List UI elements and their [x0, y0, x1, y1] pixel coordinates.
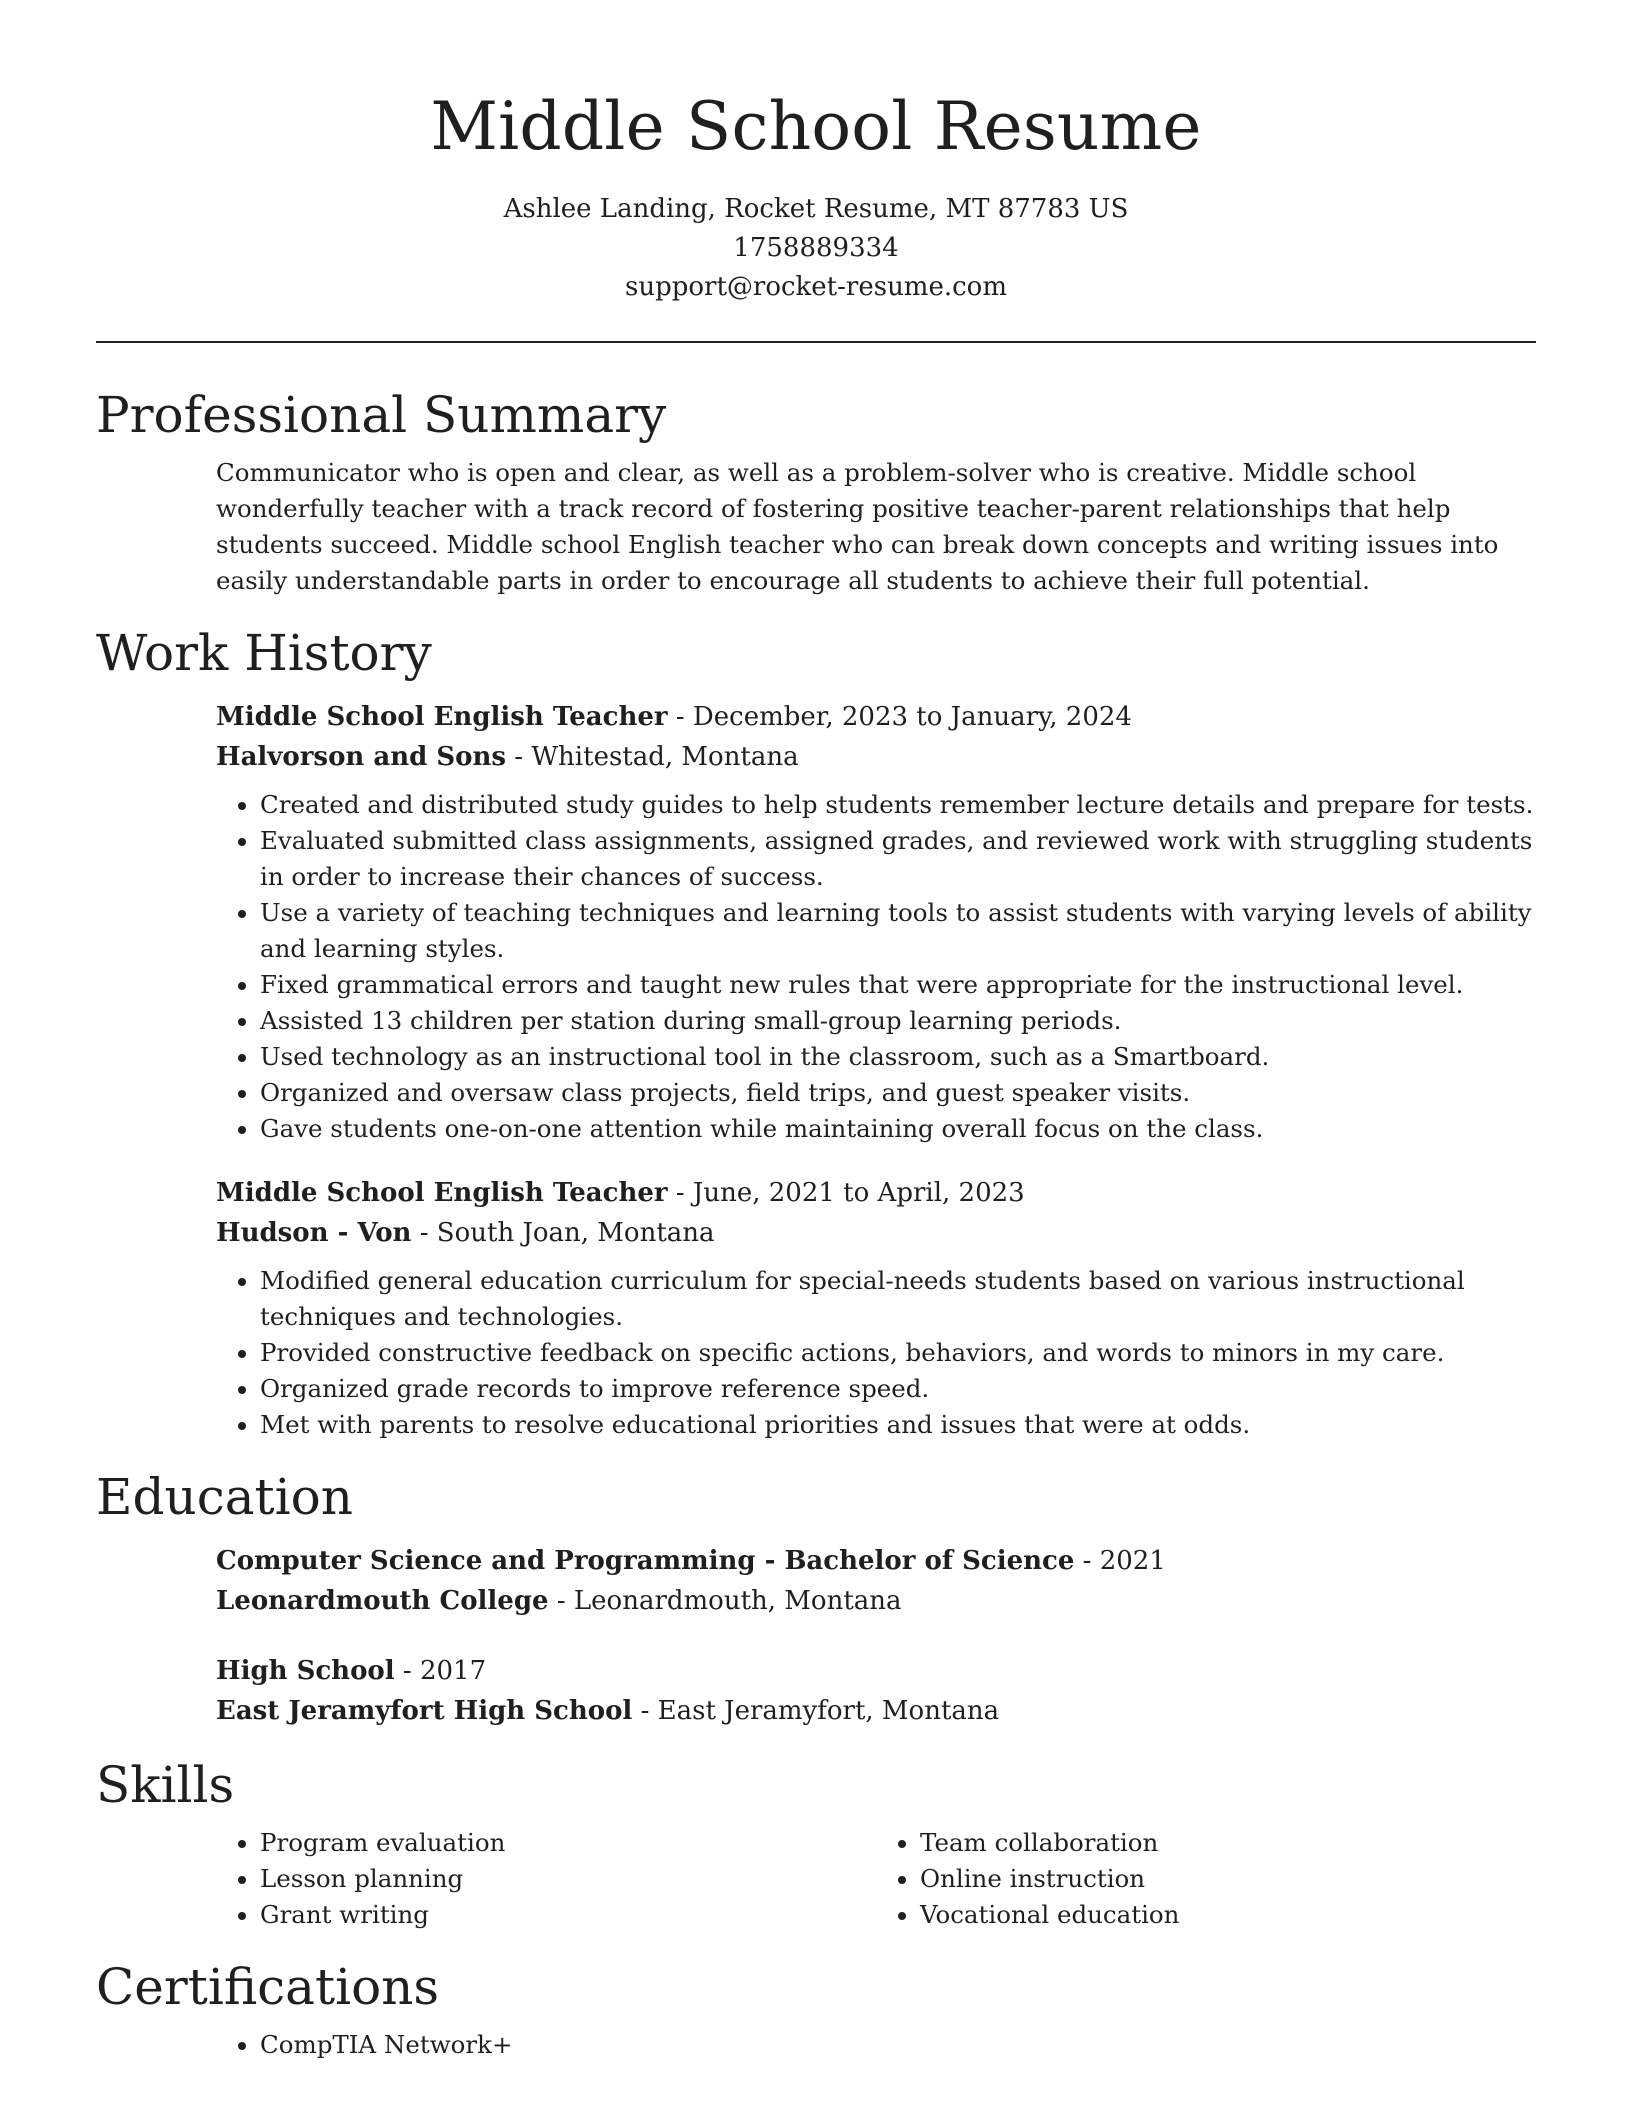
- list-item: • Team collaboration: [920, 1825, 1536, 1861]
- skills-section: [96, 1753, 1536, 1933]
- job-company-line: [216, 737, 1536, 777]
- job-bullets: [216, 1263, 1536, 1443]
- list-item: • Provided constructive feedback on specific actions, behaviors, and words to minors in my care.: [260, 1335, 1536, 1371]
- job-title-line: [216, 1173, 1536, 1213]
- summary-text: Communicator who is open and clear, as well as a problem-solver who is creative. Middle school wonderfully teacher with a track record of fostering positive teacher-parent relationships that help students succeed. Middle school English teacher who can break down concepts and writing issues into easily understandable parts in order to encourage all students to achieve their full potential.: [216, 458, 1499, 595]
- job-entry-2: [216, 1173, 1536, 1443]
- education-entry-1: [216, 1541, 1536, 1621]
- list-item: • Met with parents to resolve educational priorities and issues that were at odds.: [260, 1407, 1536, 1443]
- list-item: • Program evaluation: [260, 1825, 876, 1861]
- list-item: • Fixed grammatical errors and taught new rules that were appropriate for the instructional level.: [260, 967, 1536, 1003]
- list-item: • Created and distributed study guides to help students remember lecture details and prepare for tests.: [260, 787, 1536, 823]
- education-location: - Leonardmouth, Montana: [548, 1586, 902, 1616]
- education-entry-2: [216, 1651, 1536, 1731]
- job-location: - South Joan, Montana: [411, 1218, 715, 1248]
- list-item: • Vocational education: [920, 1897, 1536, 1933]
- job-company: Hudson - Von: [216, 1218, 412, 1248]
- skills-left-list: [216, 1825, 876, 1933]
- list-item: • Online instruction: [920, 1861, 1536, 1897]
- education-degree: High School: [216, 1656, 395, 1686]
- list-item: • Modified general education curriculum for special-needs students based on various instructional techniques and technologies.: [260, 1263, 1536, 1335]
- job-role: Middle School English Teacher: [216, 1178, 668, 1208]
- resume-title: Middle School Resume: [430, 88, 1202, 165]
- education-year: - 2017: [394, 1656, 487, 1686]
- contact-phone: 1758889334: [733, 233, 899, 263]
- education-school-line: [216, 1691, 1536, 1731]
- list-item: • Assisted 13 children per station during small-group learning periods.: [260, 1003, 1536, 1039]
- skills-right-list: [876, 1825, 1536, 1933]
- list-item: • Gave students one-on-one attention while maintaining overall focus on the class.: [260, 1111, 1536, 1147]
- contact-email: support@rocket-resume.com: [624, 272, 1007, 302]
- list-item: • Used technology as an instructional tool in the classroom, such as a Smartboard.: [260, 1039, 1536, 1075]
- list-item: • Organized and oversaw class projects, field trips, and guest speaker visits.: [260, 1075, 1536, 1111]
- resume-page: [96, 0, 1536, 2063]
- job-bullets: [216, 787, 1536, 1147]
- list-item: • Evaluated submitted class assignments, assigned grades, and reviewed work with struggling students in order to increase their chances of success.: [260, 823, 1536, 895]
- summary-heading: Professional Summary: [96, 386, 667, 444]
- list-item: • CompTIA Network+: [260, 2027, 1536, 2063]
- list-item: • Grant writing: [260, 1897, 876, 1933]
- summary-section: [96, 383, 1536, 599]
- list-item: • Lesson planning: [260, 1861, 876, 1897]
- work-history-section: [96, 621, 1536, 1443]
- certifications-heading: Certifications: [96, 1958, 440, 2016]
- job-company-line: [216, 1213, 1536, 1253]
- job-company: Halvorson and Sons: [216, 742, 507, 772]
- job-location: - Whitestad, Montana: [506, 742, 799, 772]
- certifications-section: [96, 1955, 1536, 2063]
- job-role: Middle School English Teacher: [216, 702, 668, 732]
- job-dates: - December, 2023 to January, 2024: [667, 702, 1132, 732]
- contact-address: Ashlee Landing, Rocket Resume, MT 87783 US: [503, 194, 1129, 224]
- list-item: • Organized grade records to improve reference speed.: [260, 1371, 1536, 1407]
- education-degree-line: [216, 1541, 1536, 1581]
- education-school-line: [216, 1581, 1536, 1621]
- skills-heading: Skills: [96, 1756, 235, 1814]
- education-degree: Computer Science and Programming - Bachelor of Science: [216, 1546, 1075, 1576]
- header-divider: [96, 341, 1536, 343]
- education-section: [96, 1465, 1536, 1731]
- education-heading: Education: [96, 1468, 353, 1526]
- work-history-heading: Work History: [96, 624, 432, 682]
- list-item: • Use a variety of teaching techniques and learning tools to assist students with varying levels of ability and learning styles.: [260, 895, 1536, 967]
- resume-header: [96, 0, 1536, 307]
- skills-columns: [216, 1825, 1536, 1933]
- education-school: Leonardmouth College: [216, 1586, 549, 1616]
- job-entry-1: [216, 697, 1536, 1147]
- job-dates: - June, 2021 to April, 2023: [667, 1178, 1025, 1208]
- education-location: - East Jeramyfort, Montana: [632, 1696, 1000, 1726]
- job-title-line: [216, 697, 1536, 737]
- education-school: East Jeramyfort High School: [216, 1696, 633, 1726]
- education-year: - 2021: [1074, 1546, 1166, 1576]
- contact-info: [96, 190, 1536, 307]
- certifications-list: [216, 2027, 1536, 2063]
- education-degree-line: [216, 1651, 1536, 1691]
